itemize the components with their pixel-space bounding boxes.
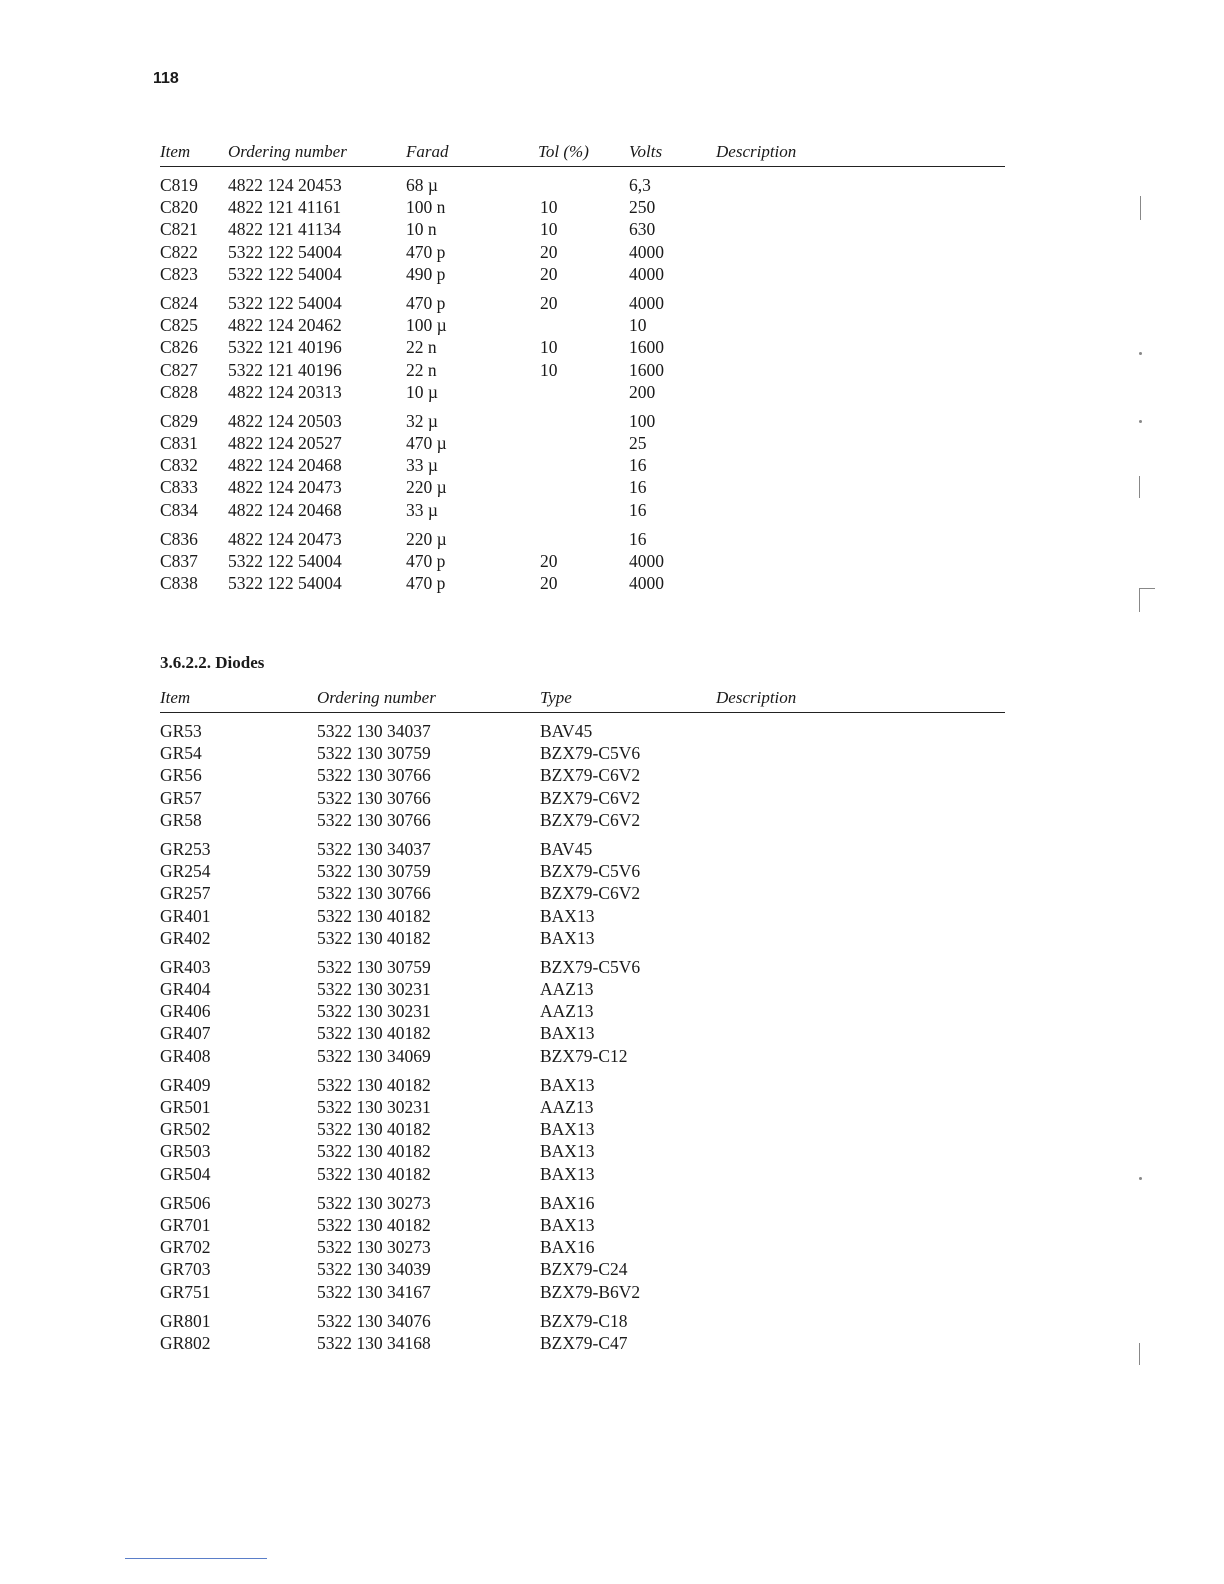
table-row <box>160 765 1005 787</box>
ordering-number-cell: 5322 130 30231 <box>317 979 431 1000</box>
header-description: Description <box>716 142 797 161</box>
farad-cell: 220 µ <box>406 528 447 549</box>
volts-cell: 25 <box>629 433 647 454</box>
item-cell: GR53 <box>160 721 202 741</box>
ordering-number-cell: 4822 121 41161 <box>228 197 342 218</box>
tolerance-cell: 20 <box>540 263 558 284</box>
item-cell: C822 <box>160 241 198 262</box>
ordering-number-cell: 4822 124 20313 <box>228 381 342 402</box>
tolerance-cell: 10 <box>540 197 558 218</box>
ordering-number-cell: 4822 124 20468 <box>228 499 342 520</box>
type-cell: BZX79-C47 <box>540 1332 628 1353</box>
farad-cell: 10 n <box>406 219 437 240</box>
farad-cell: 470 µ <box>406 433 447 454</box>
item-cell: GR401 <box>160 905 211 926</box>
volts-cell: 4000 <box>629 263 664 284</box>
type-cell: BZX79-C5V6 <box>540 743 641 764</box>
ordering-number-cell: 5322 130 34037 <box>317 721 431 741</box>
farad-cell: 22 n <box>406 337 437 358</box>
farad-cell: 470 p <box>406 292 446 313</box>
ordering-number-cell: 5322 130 30766 <box>317 787 431 808</box>
table-row <box>160 455 1005 477</box>
diode-table-header <box>160 688 1005 713</box>
type-cell: BAX13 <box>540 1141 595 1162</box>
type-cell: AAZ13 <box>540 1001 594 1022</box>
volts-cell: 16 <box>629 455 647 476</box>
type-cell: BAX13 <box>540 927 595 948</box>
ordering-number-cell: 5322 130 34069 <box>317 1045 431 1066</box>
table-row <box>160 242 1005 264</box>
item-cell: GR257 <box>160 883 211 904</box>
table-row <box>160 529 1005 551</box>
item-cell: GR751 <box>160 1281 211 1302</box>
row-group <box>160 721 1005 832</box>
table-row <box>160 1259 1005 1281</box>
scan-mark <box>1139 588 1140 612</box>
item-cell: GR504 <box>160 1163 211 1184</box>
item-cell: C836 <box>160 528 198 549</box>
volts-cell: 6,3 <box>629 175 651 195</box>
ordering-number-cell: 4822 124 20468 <box>228 455 342 476</box>
volts-cell: 4000 <box>629 292 664 313</box>
header-type: Type <box>540 688 572 707</box>
ordering-number-cell: 5322 121 40196 <box>228 337 342 358</box>
item-cell: GR503 <box>160 1141 211 1162</box>
farad-cell: 220 µ <box>406 477 447 498</box>
item-cell: GR702 <box>160 1237 211 1258</box>
ordering-number-cell: 4822 124 20462 <box>228 315 342 336</box>
item-cell: GR54 <box>160 743 202 764</box>
row-group <box>160 175 1005 286</box>
diode-table-body <box>160 721 1005 1355</box>
row-group <box>160 1193 1005 1304</box>
type-cell: BZX79-C18 <box>540 1310 628 1331</box>
ordering-number-cell: 5322 130 30759 <box>317 861 431 882</box>
table-row <box>160 1215 1005 1237</box>
type-cell: BAV45 <box>540 721 593 741</box>
type-cell: BZX79-C6V2 <box>540 787 641 808</box>
table-row <box>160 1237 1005 1259</box>
table-row <box>160 928 1005 950</box>
farad-cell: 470 p <box>406 551 446 571</box>
table-row <box>160 382 1005 404</box>
farad-cell: 100 n <box>406 197 446 218</box>
item-cell: GR56 <box>160 765 202 786</box>
ordering-number-cell: 5322 130 40182 <box>317 1074 431 1095</box>
table-row <box>160 551 1005 573</box>
row-group <box>160 1311 1005 1355</box>
item-cell: GR409 <box>160 1074 211 1095</box>
item-cell: GR253 <box>160 838 211 859</box>
type-cell: BAX13 <box>540 1119 595 1140</box>
item-cell: C837 <box>160 551 198 571</box>
ordering-number-cell: 5322 130 30231 <box>317 1001 431 1022</box>
tolerance-cell: 20 <box>540 573 558 594</box>
type-cell: AAZ13 <box>540 979 594 1000</box>
item-cell: C831 <box>160 433 198 454</box>
ordering-number-cell: 5322 130 40182 <box>317 1163 431 1184</box>
ordering-number-cell: 5322 130 30273 <box>317 1237 431 1258</box>
ordering-number-cell: 5322 122 54004 <box>228 573 342 594</box>
farad-cell: 33 µ <box>406 499 438 520</box>
table-row <box>160 1046 1005 1068</box>
header-item: Item <box>160 142 191 161</box>
header-ordering-number: Ordering number <box>228 142 347 161</box>
header-volts: Volts <box>629 142 663 161</box>
table-row <box>160 315 1005 337</box>
ordering-number-cell: 5322 130 40182 <box>317 1214 431 1235</box>
farad-cell: 33 µ <box>406 455 438 476</box>
header-item: Item <box>160 688 191 707</box>
type-cell: BZX79-C6V2 <box>540 883 641 904</box>
farad-cell: 10 µ <box>406 381 438 402</box>
type-cell: BZX79-C5V6 <box>540 861 641 882</box>
type-cell: BAV45 <box>540 838 593 859</box>
tolerance-cell: 20 <box>540 551 558 571</box>
item-cell: C826 <box>160 337 198 358</box>
capacitor-table <box>160 142 1005 595</box>
ordering-number-cell: 5322 130 30231 <box>317 1097 431 1117</box>
table-row <box>160 1164 1005 1186</box>
volts-cell: 100 <box>629 410 656 431</box>
scan-mark <box>1139 1343 1140 1365</box>
row-group <box>160 411 1005 522</box>
header-description: Description <box>716 688 797 707</box>
header-tolerance: Tol (%) <box>538 142 589 161</box>
header-farad: Farad <box>406 142 449 161</box>
page-number: 118 <box>153 70 179 87</box>
table-row <box>160 979 1005 1001</box>
table-row <box>160 1282 1005 1304</box>
table-row <box>160 433 1005 455</box>
table-row <box>160 1001 1005 1023</box>
type-cell: BZX79-C5V6 <box>540 956 641 977</box>
volts-cell: 4000 <box>629 573 664 594</box>
type-cell: BAX13 <box>540 1023 595 1044</box>
ordering-number-cell: 5322 130 40182 <box>317 927 431 948</box>
ordering-number-cell: 5322 122 54004 <box>228 263 342 284</box>
item-cell: C823 <box>160 263 198 284</box>
table-row <box>160 861 1005 883</box>
table-row <box>160 743 1005 765</box>
ordering-number-cell: 5322 122 54004 <box>228 292 342 313</box>
tolerance-cell: 10 <box>540 359 558 380</box>
table-row <box>160 411 1005 433</box>
table-row <box>160 883 1005 905</box>
farad-cell: 68 µ <box>406 175 438 195</box>
item-cell: GR57 <box>160 787 202 808</box>
item-cell: C820 <box>160 197 198 218</box>
ordering-number-cell: 5322 130 30759 <box>317 743 431 764</box>
item-cell: GR502 <box>160 1119 211 1140</box>
ordering-number-cell: 5322 130 40182 <box>317 1141 431 1162</box>
ordering-number-cell: 4822 121 41134 <box>228 219 342 240</box>
item-cell: C821 <box>160 219 198 240</box>
tolerance-cell: 10 <box>540 219 558 240</box>
table-row <box>160 1097 1005 1119</box>
table-row <box>160 219 1005 241</box>
table-row <box>160 175 1005 197</box>
section-title-diodes: 3.6.2.2. Diodes <box>160 653 265 672</box>
item-cell: C827 <box>160 359 198 380</box>
table-row <box>160 1119 1005 1141</box>
table-row <box>160 906 1005 928</box>
table-row <box>160 788 1005 810</box>
ordering-number-cell: 4822 124 20453 <box>228 175 342 195</box>
type-cell: BZX79-C6V2 <box>540 809 641 830</box>
ordering-number-cell: 5322 130 34076 <box>317 1310 431 1331</box>
table-row <box>160 721 1005 743</box>
table-row <box>160 293 1005 315</box>
item-cell: C832 <box>160 455 198 476</box>
type-cell: AAZ13 <box>540 1097 594 1117</box>
item-cell: C829 <box>160 410 198 431</box>
table-row <box>160 957 1005 979</box>
ordering-number-cell: 5322 130 30759 <box>317 956 431 977</box>
table-row <box>160 1141 1005 1163</box>
type-cell: BZX79-B6V2 <box>540 1281 641 1302</box>
table-row <box>160 839 1005 861</box>
scan-mark <box>1139 1177 1142 1180</box>
type-cell: BAX13 <box>540 1163 595 1184</box>
farad-cell: 470 p <box>406 241 446 262</box>
row-group <box>160 957 1005 1068</box>
type-cell: BAX16 <box>540 1192 595 1213</box>
table-row <box>160 1333 1005 1355</box>
item-cell: GR58 <box>160 809 202 830</box>
row-group <box>160 839 1005 950</box>
item-cell: GR802 <box>160 1332 211 1353</box>
volts-cell: 250 <box>629 197 656 218</box>
ordering-number-cell: 5322 130 30766 <box>317 809 431 830</box>
farad-cell: 22 n <box>406 359 437 380</box>
ordering-number-cell: 5322 130 40182 <box>317 1119 431 1140</box>
table-row <box>160 264 1005 286</box>
type-cell: BAX16 <box>540 1237 595 1258</box>
item-cell: GR402 <box>160 927 211 948</box>
item-cell: GR801 <box>160 1310 211 1331</box>
ordering-number-cell: 5322 130 30766 <box>317 765 431 786</box>
ordering-number-cell: 5322 121 40196 <box>228 359 342 380</box>
ordering-number-cell: 5322 130 34167 <box>317 1281 431 1302</box>
item-cell: C825 <box>160 315 198 336</box>
farad-cell: 100 µ <box>406 315 447 336</box>
tolerance-cell: 20 <box>540 292 558 313</box>
volts-cell: 4000 <box>629 551 664 571</box>
table-row <box>160 500 1005 522</box>
row-group <box>160 1075 1005 1186</box>
ordering-number-cell: 5322 130 34037 <box>317 838 431 859</box>
item-cell: GR408 <box>160 1045 211 1066</box>
volts-cell: 10 <box>629 315 647 336</box>
item-cell: C824 <box>160 292 198 313</box>
ordering-number-cell: 5322 122 54004 <box>228 241 342 262</box>
ordering-number-cell: 5322 130 40182 <box>317 1023 431 1044</box>
row-group <box>160 529 1005 596</box>
farad-cell: 32 µ <box>406 410 438 431</box>
item-cell: GR703 <box>160 1259 211 1280</box>
volts-cell: 1600 <box>629 337 664 358</box>
table-row <box>160 197 1005 219</box>
volts-cell: 1600 <box>629 359 664 380</box>
volts-cell: 630 <box>629 219 656 240</box>
ordering-number-cell: 5322 130 40182 <box>317 905 431 926</box>
table-row <box>160 1075 1005 1097</box>
scan-mark <box>1140 196 1141 220</box>
item-cell: GR501 <box>160 1097 211 1117</box>
farad-cell: 490 p <box>406 263 446 284</box>
type-cell: BAX13 <box>540 1074 595 1095</box>
volts-cell: 4000 <box>629 241 664 262</box>
ordering-number-cell: 5322 130 34039 <box>317 1259 431 1280</box>
item-cell: C834 <box>160 499 198 520</box>
ordering-number-cell: 5322 130 30766 <box>317 883 431 904</box>
table-row <box>160 810 1005 832</box>
scan-mark <box>1139 476 1140 498</box>
ordering-number-cell: 4822 124 20503 <box>228 410 342 431</box>
item-cell: GR407 <box>160 1023 211 1044</box>
header-ordering-number: Ordering number <box>317 688 436 707</box>
table-row <box>160 477 1005 499</box>
type-cell: BAX13 <box>540 1214 595 1235</box>
bottom-rule <box>125 1558 267 1559</box>
ordering-number-cell: 5322 130 30273 <box>317 1192 431 1213</box>
ordering-number-cell: 5322 122 54004 <box>228 551 342 571</box>
tolerance-cell: 20 <box>540 241 558 262</box>
item-cell: GR403 <box>160 956 211 977</box>
table-row <box>160 1023 1005 1045</box>
ordering-number-cell: 4822 124 20473 <box>228 528 342 549</box>
table-row <box>160 337 1005 359</box>
ordering-number-cell: 4822 124 20527 <box>228 433 342 454</box>
table-row <box>160 1311 1005 1333</box>
item-cell: C838 <box>160 573 198 594</box>
row-group <box>160 293 1005 404</box>
scan-mark <box>1139 352 1142 355</box>
ordering-number-cell: 5322 130 34168 <box>317 1332 431 1353</box>
item-cell: GR506 <box>160 1192 211 1213</box>
item-cell: C833 <box>160 477 198 498</box>
item-cell: GR404 <box>160 979 211 1000</box>
scan-mark <box>1139 588 1155 589</box>
volts-cell: 16 <box>629 477 647 498</box>
farad-cell: 470 p <box>406 573 446 594</box>
table-row <box>160 1193 1005 1215</box>
capacitor-table-header <box>160 142 1005 167</box>
type-cell: BZX79-C24 <box>540 1259 628 1280</box>
type-cell: BAX13 <box>540 905 595 926</box>
item-cell: GR701 <box>160 1214 211 1235</box>
volts-cell: 200 <box>629 381 656 402</box>
table-row <box>160 360 1005 382</box>
scan-mark <box>1139 420 1142 423</box>
volts-cell: 16 <box>629 528 647 549</box>
volts-cell: 16 <box>629 499 647 520</box>
item-cell: GR406 <box>160 1001 211 1022</box>
type-cell: BZX79-C12 <box>540 1045 628 1066</box>
diode-table <box>160 688 1005 1355</box>
ordering-number-cell: 4822 124 20473 <box>228 477 342 498</box>
item-cell: C828 <box>160 381 198 402</box>
item-cell: GR254 <box>160 861 211 882</box>
type-cell: BZX79-C6V2 <box>540 765 641 786</box>
table-row <box>160 573 1005 595</box>
capacitor-table-body <box>160 175 1005 595</box>
item-cell: C819 <box>160 175 198 195</box>
tolerance-cell: 10 <box>540 337 558 358</box>
